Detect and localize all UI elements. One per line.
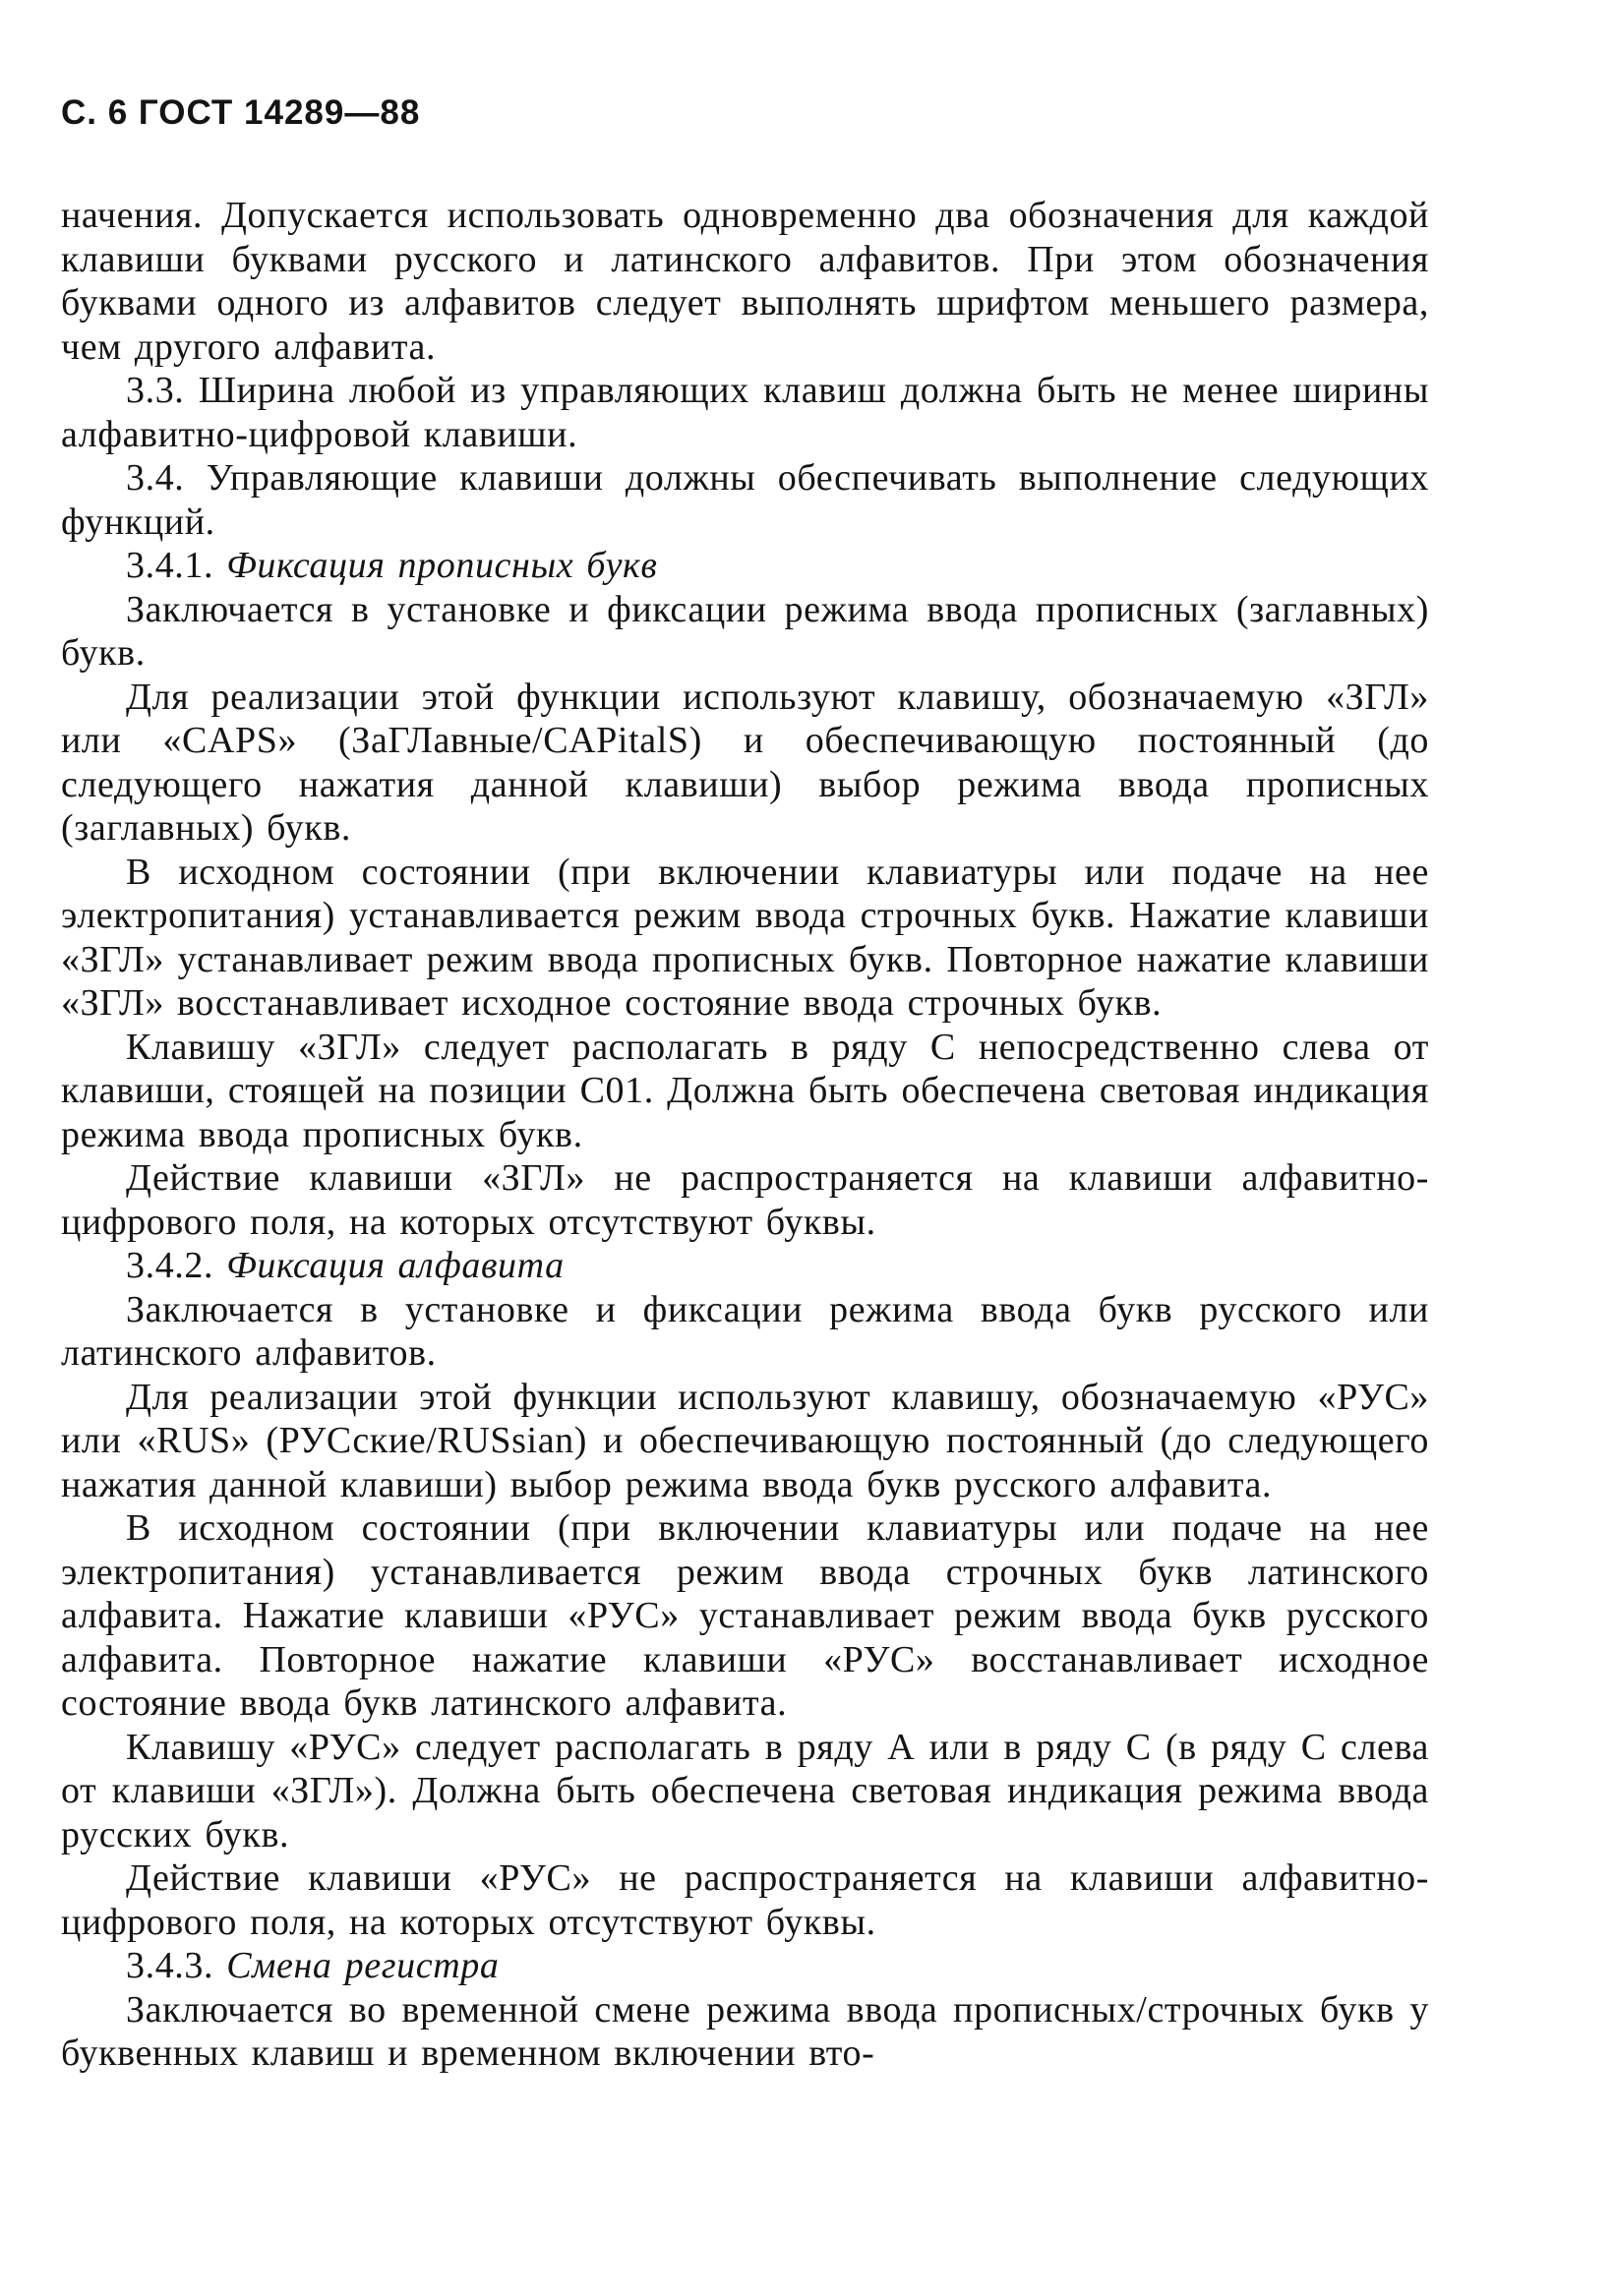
document-body [61,194,1429,2076]
subclause-number: 3.4.2. [126,1245,214,1286]
subclause-title: Фиксация алфавита [226,1245,565,1286]
paragraph: Для реализации этой функции используют клавишу, обозначаемую «РУС» или «RUS» (РУСские/RUSsian) и обеспечивающую постоянный (до следующего нажатия данной клавиши) выбор режима ввода букв русского алфавита. [61,1376,1429,1505]
subclause-number: 3.4.1. [126,545,214,586]
paragraph: Заключается во временной смене режима ввода прописных/строчных букв у буквенных клавиш и временном включении вто- [61,1988,1429,2074]
paragraph: Заключается в установке и фиксации режима ввода прописных (заглавных) букв. [61,588,1429,674]
subclause-title: Смена регистра [226,1945,500,1986]
paragraph: Действие клавиши «РУС» не распространяется на клавиши алфавитно-цифрового поля, на которых отсутствуют буквы. [61,1857,1429,1943]
subclause-3-4-2-heading [61,1244,1429,1288]
subclause-title: Фиксация прописных букв [226,545,658,586]
paragraph-continuation: начения. Допускается использовать одновременно два обозначения для каждой клавиши буквами русского и латинского алфавитов. При этом обозначения буквами одного из алфавитов следует выполнять шрифтом меньшего размера, чем другого алфавита. [61,195,1429,368]
clause-3-3: 3.3. Ширина любой из управляющих клавиш должна быть не менее ширины алфавитно-цифровой клавиши. [61,370,1429,455]
paragraph: Для реализации этой функции используют клавишу, обозначаемую «ЗГЛ» или «CAPS» (ЗаГЛавные/CAPitalS) и обеспечивающую постоянный (до следующего нажатия данной клавиши) выбор режима ввода прописных (заглавных) букв. [61,676,1429,849]
subclause-number: 3.4.3. [126,1945,214,1986]
paragraph: Клавишу «ЗГЛ» следует располагать в ряду С непосредственно слева от клавиши, стоящей на позиции С01. Должна быть обеспечена световая индикация режима ввода прописных букв. [61,1026,1429,1155]
paragraph: В исходном состоянии (при включении клавиатуры или подаче на нее электропитания) устанавливается режим ввода строчных букв латинского алфавита. Нажатие клавиши «РУС» устанавливает режим ввода букв русского алфавита. Повторное нажатие клавиши «РУС» восстанавливает исходное состояние ввода букв латинского алфавита. [61,1507,1429,1724]
page-header: С. 6 ГОСТ 14289—88 [61,93,421,132]
subclause-3-4-3-heading [61,1944,1429,1988]
paragraph: В исходном состоянии (при включении клавиатуры или подаче на нее электропитания) устанавливается режим ввода строчных букв. Нажатие клавиши «ЗГЛ» устанавливает режим ввода прописных букв. Повторное нажатие клавиши «ЗГЛ» восстанавливает исходное состояние ввода строчных букв. [61,851,1429,1024]
subclause-3-4-1-heading [61,544,1429,588]
paragraph: Действие клавиши «ЗГЛ» не распространяется на клавиши алфавитно-цифрового поля, на которых отсутствуют буквы. [61,1157,1429,1243]
clause-3-4: 3.4. Управляющие клавиши должны обеспечивать выполнение следующих функций. [61,457,1429,543]
paragraph: Клавишу «РУС» следует располагать в ряду А или в ряду С (в ряду С слева от клавиши «ЗГЛ»). Должна быть обеспечена световая индикация режима ввода русских букв. [61,1726,1429,1855]
paragraph: Заключается в установке и фиксации режима ввода букв русского или латинского алфавитов. [61,1288,1429,1374]
